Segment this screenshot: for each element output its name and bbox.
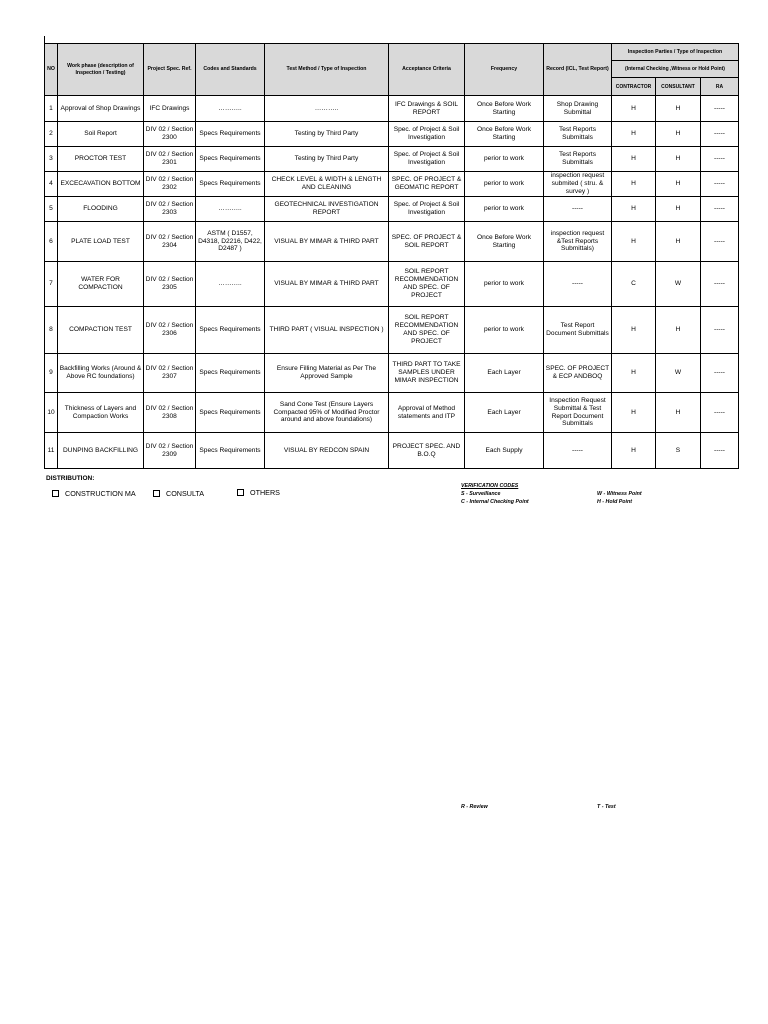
distribution-checkbox-others[interactable] <box>237 488 280 497</box>
cell-codes: Specs Requirements <box>196 147 265 172</box>
cell-contractor: H <box>612 122 656 147</box>
cell-test-method: Testing by Third Party <box>265 122 389 147</box>
cell-no: 3 <box>45 147 58 172</box>
cell-no: 7 <box>45 262 58 307</box>
cell-spec-ref: IFC Drawings <box>144 96 196 122</box>
cell-record: Inspection Request Submittal & Test Report Document Submittals <box>544 393 612 433</box>
inspection-test-plan-table <box>44 43 739 469</box>
cell-consultant: H <box>656 96 701 122</box>
cell-work-phase: WATER FOR COMPACTION <box>58 262 144 307</box>
cell-contractor: C <box>612 262 656 307</box>
code-review: R - Review <box>461 804 488 810</box>
cell-ra: ----- <box>701 147 739 172</box>
cell-spec-ref: DIV 02 / Section 2300 <box>144 122 196 147</box>
cell-frequency: perior to work <box>465 262 544 307</box>
cell-record: Test Report Document Submittals <box>544 307 612 354</box>
cell-frequency: perior to work <box>465 197 544 222</box>
cell-spec-ref: DIV 02 / Section 2302 <box>144 172 196 197</box>
cell-test-method: VISUAL BY REDCON SPAIN <box>265 433 389 469</box>
cell-frequency: perior to work <box>465 307 544 354</box>
table-row <box>45 433 739 469</box>
cell-ra: ----- <box>701 122 739 147</box>
cell-frequency: perior to work <box>465 147 544 172</box>
cell-codes: Specs Requirements <box>196 122 265 147</box>
cell-no: 1 <box>45 96 58 122</box>
cell-acceptance: SOIL REPORT RECOMMENDATION AND SPEC. OF PROJECT <box>389 307 465 354</box>
cell-contractor: H <box>612 96 656 122</box>
cell-frequency: Once Before Work Starting <box>465 96 544 122</box>
cell-acceptance: Spec. of Project & Soil Investigation <box>389 197 465 222</box>
checkbox-box[interactable] <box>153 490 160 497</box>
header-parties-title: Inspection Parties / Type of Inspection <box>612 44 739 61</box>
cell-ra: ----- <box>701 96 739 122</box>
header-ra: RA <box>701 78 739 96</box>
header-record: Record (ICL, Test Report) <box>544 44 612 96</box>
cell-frequency: Once Before Work Starting <box>465 122 544 147</box>
cell-record: ----- <box>544 197 612 222</box>
cell-record: ----- <box>544 262 612 307</box>
table-row <box>45 172 739 197</box>
table-row <box>45 393 739 433</box>
table-row <box>45 307 739 354</box>
cell-codes: Specs Requirements <box>196 172 265 197</box>
cell-test-method: Sand Cone Test (Ensure Layers Compacted 95% of Modified Proctor around and above foundations) <box>265 393 389 433</box>
cell-work-phase: Soil Report <box>58 122 144 147</box>
cell-frequency: Each Layer <box>465 354 544 393</box>
cell-consultant: W <box>656 354 701 393</box>
table-row <box>45 147 739 172</box>
cell-no: 10 <box>45 393 58 433</box>
checkbox-label: CONSTRUCTION MA <box>65 489 136 498</box>
cell-record: ----- <box>544 433 612 469</box>
header-parties-sub: (Internal Checking ,Witness or Hold Point) <box>612 61 739 78</box>
cell-acceptance: SOIL REPORT RECOMMENDATION AND SPEC. OF PROJECT <box>389 262 465 307</box>
cell-codes: ……….. <box>196 197 265 222</box>
cell-consultant: H <box>656 172 701 197</box>
cell-record: SPEC. OF PROJECT & ECP ANDBOQ <box>544 354 612 393</box>
cell-work-phase: FLOODING <box>58 197 144 222</box>
cell-codes: Specs Requirements <box>196 433 265 469</box>
header-contractor: CONTRACTOR <box>612 78 656 96</box>
cell-spec-ref: DIV 02 / Section 2304 <box>144 222 196 262</box>
cell-spec-ref: DIV 02 / Section 2301 <box>144 147 196 172</box>
table-row <box>45 96 739 122</box>
cell-codes: Specs Requirements <box>196 307 265 354</box>
cell-spec-ref: DIV 02 / Section 2303 <box>144 197 196 222</box>
cell-consultant: H <box>656 147 701 172</box>
cell-test-method: Ensure Filling Material as Per The Approved Sample <box>265 354 389 393</box>
cell-acceptance: IFC Drawings & SOIL REPORT <box>389 96 465 122</box>
header-test-method: Test Method / Type of Inspection <box>265 44 389 96</box>
cell-contractor: H <box>612 307 656 354</box>
table-row <box>45 354 739 393</box>
cell-contractor: H <box>612 354 656 393</box>
cell-ra: ----- <box>701 197 739 222</box>
table-row <box>45 197 739 222</box>
cell-ra: ----- <box>701 307 739 354</box>
table-body <box>45 96 739 469</box>
cell-work-phase: Backfilling Works (Around & Above RC foundations) <box>58 354 144 393</box>
cell-acceptance: PROJECT SPEC. AND B.O.Q <box>389 433 465 469</box>
cell-spec-ref: DIV 02 / Section 2305 <box>144 262 196 307</box>
cell-ra: ----- <box>701 393 739 433</box>
verification-codes-title: VERIFICATION CODES <box>461 483 519 489</box>
cell-spec-ref: DIV 02 / Section 2309 <box>144 433 196 469</box>
cell-record: Shop Drawing Submittal <box>544 96 612 122</box>
cell-frequency: Each Supply <box>465 433 544 469</box>
distribution-checkbox-construction[interactable] <box>52 489 136 498</box>
cell-spec-ref: DIV 02 / Section 2308 <box>144 393 196 433</box>
cell-test-method: VISUAL BY MIMAR & THIRD PART <box>265 262 389 307</box>
cell-contractor: H <box>612 147 656 172</box>
cell-acceptance: Approval of Method statements and ITP <box>389 393 465 433</box>
header-no: NO <box>45 44 58 96</box>
cell-spec-ref: DIV 02 / Section 2306 <box>144 307 196 354</box>
cell-consultant: H <box>656 222 701 262</box>
header-consultant: CONSULTANT <box>656 78 701 96</box>
cell-contractor: H <box>612 222 656 262</box>
table-row <box>45 222 739 262</box>
checkbox-label: OTHERS <box>250 488 280 497</box>
cell-test-method: VISUAL BY MIMAR & THIRD PART <box>265 222 389 262</box>
cell-work-phase: EXCECAVATION BOTTOM <box>58 172 144 197</box>
cell-frequency: Each Layer <box>465 393 544 433</box>
cell-work-phase: DUNPING BACKFILLING <box>58 433 144 469</box>
cell-acceptance: THIRD PART TO TAKE SAMPLES UNDER MIMAR INSPECTION <box>389 354 465 393</box>
cell-record: Test Reports Submittals <box>544 122 612 147</box>
cell-frequency: Once Before Work Starting <box>465 222 544 262</box>
cell-acceptance: SPEC. OF PROJECT & GEOMATIC REPORT <box>389 172 465 197</box>
cell-consultant: H <box>656 393 701 433</box>
distribution-title: DISTRIBUTION: <box>46 475 95 482</box>
checkbox-box[interactable] <box>52 490 59 497</box>
table-row <box>45 262 739 307</box>
table-row <box>45 122 739 147</box>
code-witness: W - Witness Point <box>597 491 642 497</box>
cell-work-phase: Approval of Shop Drawings <box>58 96 144 122</box>
cell-contractor: H <box>612 393 656 433</box>
checkbox-label: CONSULTA <box>166 489 205 498</box>
header-acceptance: Acceptance Criteria <box>389 44 465 96</box>
cell-codes: ……….. <box>196 262 265 307</box>
cell-ra: ----- <box>701 433 739 469</box>
cell-codes: ……….. <box>196 96 265 122</box>
cell-contractor: H <box>612 433 656 469</box>
cell-no: 8 <box>45 307 58 354</box>
cell-work-phase: Thickness of Layers and Compaction Works <box>58 393 144 433</box>
cell-codes: Specs Requirements <box>196 393 265 433</box>
cell-codes: Specs Requirements <box>196 354 265 393</box>
cell-no: 2 <box>45 122 58 147</box>
checkbox-box[interactable] <box>237 489 244 496</box>
cell-record: inspection request &Test Reports Submittals) <box>544 222 612 262</box>
cell-acceptance: Spec. of Project & Soil Investigation <box>389 122 465 147</box>
cell-no: 11 <box>45 433 58 469</box>
header-spec-ref: Project Spec. Ref. <box>144 44 196 96</box>
cell-consultant: H <box>656 197 701 222</box>
code-test: T - Test <box>597 804 616 810</box>
code-hold: H - Hold Point <box>597 499 633 505</box>
cell-contractor: H <box>612 197 656 222</box>
cell-work-phase: COMPACTION TEST <box>58 307 144 354</box>
cell-codes: ASTM ( D1557, D4318, D2216, D422, D2487 ) <box>196 222 265 262</box>
cell-ra: ----- <box>701 172 739 197</box>
cell-ra: ----- <box>701 222 739 262</box>
cell-no: 9 <box>45 354 58 393</box>
code-internal-checking: C - Internal Checking Point <box>461 499 529 505</box>
cell-test-method: CHECK LEVEL & WIDTH & LENGTH AND CLEANING <box>265 172 389 197</box>
cell-work-phase: PLATE LOAD TEST <box>58 222 144 262</box>
cell-consultant: W <box>656 262 701 307</box>
header-work-phase: Work phase (description of Inspection / Testing) <box>58 44 144 96</box>
cell-test-method: THIRD PART ( VISUAL INSPECTION ) <box>265 307 389 354</box>
header-frequency: Frequency <box>465 44 544 96</box>
cell-spec-ref: DIV 02 / Section 2307 <box>144 354 196 393</box>
cell-consultant: S <box>656 433 701 469</box>
distribution-checkbox-consultant[interactable] <box>153 489 204 498</box>
cell-test-method: ……….. <box>265 96 389 122</box>
cell-record: Test Reports Submittals <box>544 147 612 172</box>
cell-acceptance: SPEC. OF PROJECT & SOIL REPORT <box>389 222 465 262</box>
cell-consultant: H <box>656 307 701 354</box>
cell-test-method: Testing by Third Party <box>265 147 389 172</box>
cell-contractor: H <box>612 172 656 197</box>
cell-work-phase: PROCTOR TEST <box>58 147 144 172</box>
cell-no: 6 <box>45 222 58 262</box>
code-surveillance: S - Surveillance <box>461 491 501 497</box>
cell-ra: ----- <box>701 354 739 393</box>
cell-record: inspection request submited ( stru. & survey ) <box>544 172 612 197</box>
cell-no: 5 <box>45 197 58 222</box>
cell-no: 4 <box>45 172 58 197</box>
cell-acceptance: Spec. of Project & Soil Investigation <box>389 147 465 172</box>
cell-test-method: GEOTECHNICAL INVESTIGATION REPORT <box>265 197 389 222</box>
cell-frequency: perior to work <box>465 172 544 197</box>
cell-ra: ----- <box>701 262 739 307</box>
cell-consultant: H <box>656 122 701 147</box>
header-codes: Codes and Standards <box>196 44 265 96</box>
